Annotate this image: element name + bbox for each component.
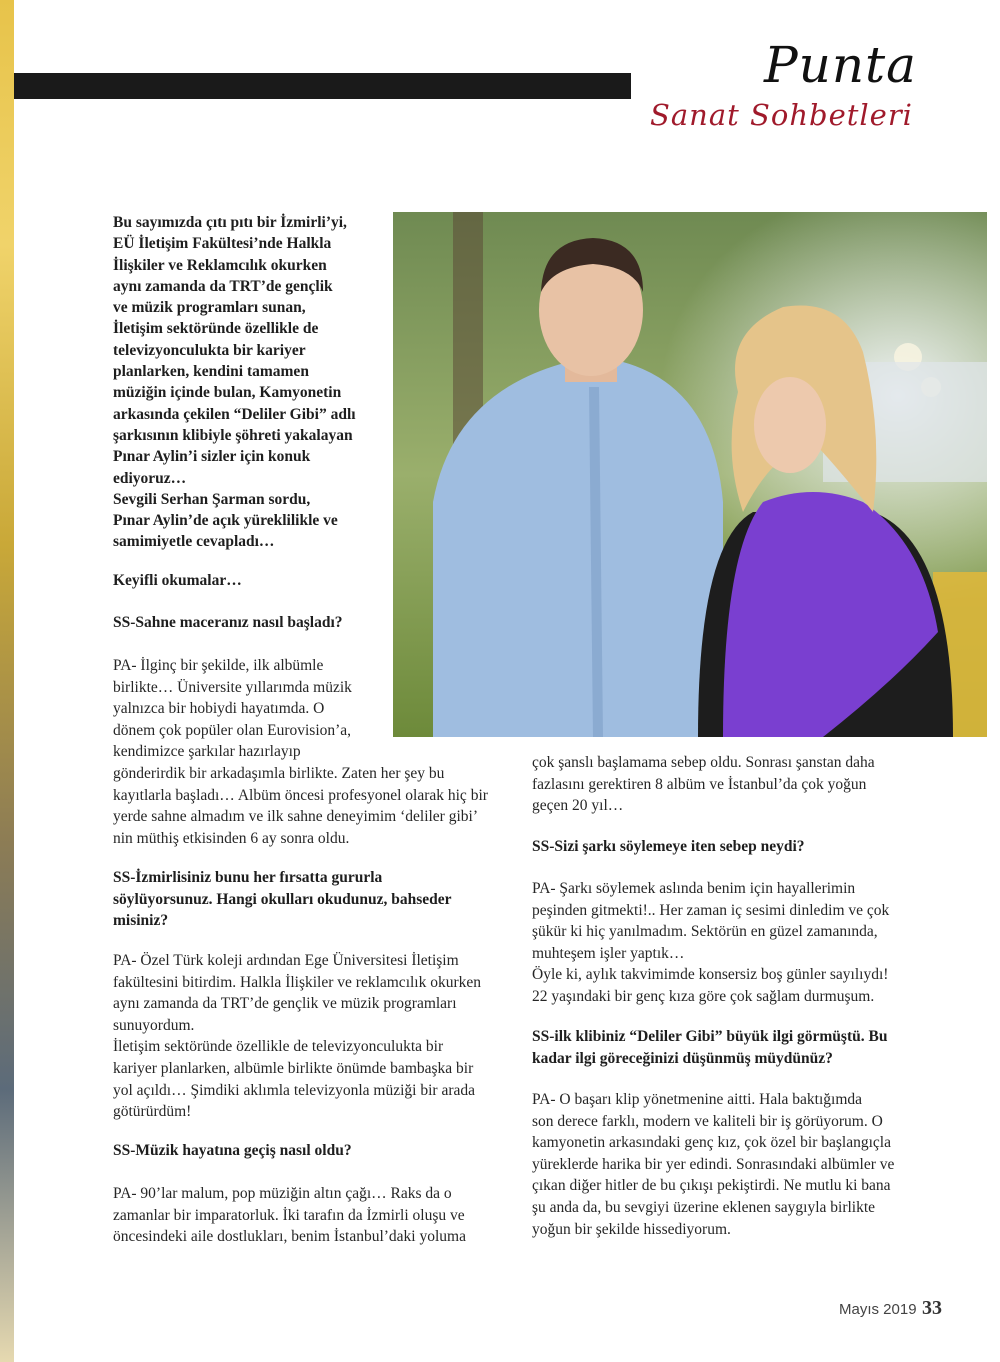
page-number: 33 — [922, 1297, 942, 1319]
section-subtitle: Sanat Sohbetleri — [650, 98, 913, 132]
magazine-logo-title: Punta — [764, 36, 917, 94]
answer-1-part-a: PA- İlginç bir şekilde, ilk albümle birlikte… Üniversite yıllarımda müzik yalnızca bir hobiydi hayatımda. O dönem çok popüler olan Eurovision’a, kendimizce şarkılar hazırlayıp — [113, 657, 352, 761]
photo-illustration — [393, 212, 987, 737]
question-3: SS-Müzik hayatına geçiş nasıl oldu? — [113, 1142, 352, 1159]
header-rule — [14, 73, 631, 99]
answer-1-part-b: gönderirdik bir arkadaşımla birlikte. Zaten her şey bu kayıtlarla başladı… Albüm öncesi profesyonel olarak hiç bir yerde sahne almadım ve ilk sahne deneyimim ‘deliler gibi’ nin müthiş etkisinden 6 ay sonra oldu. — [113, 765, 488, 847]
answer-5: PA- O başarı klip yönetmenine aitti. Hala baktığımda son derece farklı, modern ve kaliteli bir iş görüyorum. O kamyonetin arkasındaki genç kız, çok özel bir başlangıçla yüreklerde harika bir yer edindi. Sonrasındaki albümler ve çıkan diğer hitler de bu çıkışı pekiştirdi. Ne mutlu ki bana şu anda da, bu sevgiyi üzerine eklenen saygıyla birlikte yoğun bir şekilde hissediyorum. — [532, 1091, 895, 1238]
question-4: SS-Sizi şarkı söylemeye iten sebep neydi? — [532, 838, 805, 855]
intro-paragraph: Bu sayımızda çıtı pıtı bir İzmirli’yi, EÜ İletişim Fakültesi’nde Halkla İlişkiler ve Reklamcılık okurken aynı zamanda da TRT’de gençlik ve müzik programları sunan, İletişim sektöründe özellikle de televizyonculukta bir kariyer planlarken, kendini tamamen müziğin içinde bulan, Kamyonetin arkasında çekilen “Deliler Gibi” adlı şarkısının klibiyle şöhreti yakalayan Pınar Aylin’i sizler için konuk ediyoruz… Sevgili Serhan Şarman sordu, Pınar Aylin’de açık yüreklilikle ve samimiyetle cevapladı… — [113, 214, 356, 551]
issue-date: Mayıs 2019 — [839, 1301, 917, 1318]
interview-photo — [393, 212, 987, 737]
question-5: SS-ilk klibiniz “Deliler Gibi” büyük ilgi görmüştü. Bu kadar ilgi göreceğinizi düşünmüş müydünüz? — [532, 1028, 888, 1067]
question-1: SS-Sahne maceranız nasıl başladı? — [113, 614, 343, 631]
answer-3-continued: çok şanslı başlamama sebep oldu. Sonrası şanstan daha fazlasını gerektiren 8 albüm ve İstanbul’da çok yoğun geçen 20 yıl… — [532, 754, 875, 815]
left-edge-photo-strip — [0, 0, 14, 1362]
answer-3: PA- 90’lar malum, pop müziğin altın çağı… Raks da o zamanlar bir imparatorluk. İki tarafın da İzmirli oluşu ve öncesindeki aile dostlukları, benim İstanbul’daki yoluma — [113, 1185, 466, 1246]
answer-2: PA- Özel Türk koleji ardından Ege Üniversitesi İletişim fakültesini bitirdim. Halkla İlişkiler ve reklamcılık okurken aynı zamanda da TRT’de gençlik ve müzik programları sunuyordum. İletişim sektöründe özellikle de televizyonculukta bir kariyer planlarken, albümle birlikte önümde bambaşka bir yol açıldı… Şimdiki aklımla televizyonla müziği bir arada götürürdüm! — [113, 952, 482, 1121]
greeting-line: Keyifli okumalar… — [113, 572, 242, 589]
answer-4: PA- Şarkı söylemek aslında benim için hayallerimin peşinden gitmekti!.. Her zaman iç sesimi dinledim ve çok şükür ki hiç yanılmadım. Sektörün en güzel zamanında, muhteşem işler yaptık… Öyle ki, aylık takvimimde konsersiz boş günler sayılıydı! 22 yaşındaki bir genç kıza göre çok sağlam durmuşum. — [532, 880, 890, 1005]
question-2: SS-İzmirlisiniz bunu her fırsatta gururla söylüyorsunuz. Hangi okulları okudunuz, bahseder misiniz? — [113, 869, 452, 930]
